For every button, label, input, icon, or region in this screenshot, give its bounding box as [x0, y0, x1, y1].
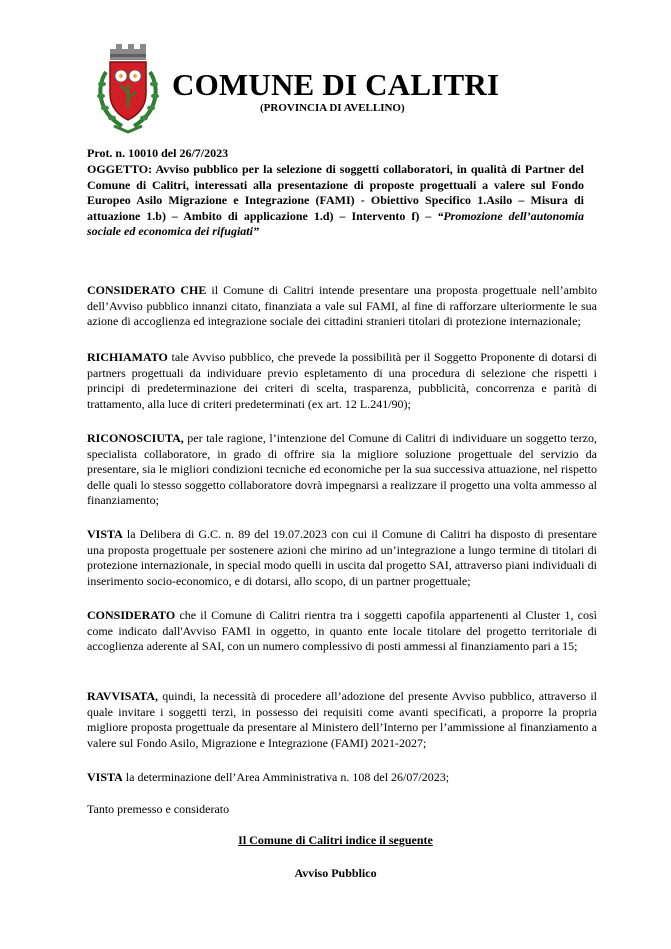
paragraph-text: quindi, la necessità di procedere all’adozione del presente Avviso pubblico, attraverso il quale invitare i soggetti terzi, in possesso dei requisiti come avanti specificati, a proporre la propria migliore proposta progettuale da presentare al Ministero dell’Interno per l’ammissione al finanziamento a valere sul Fondo Asilo, Migrazione e Integrazione (FAMI) 2021-2027;: [87, 689, 597, 750]
paragraph-riconosciuta: [87, 431, 597, 509]
paragraph-vista-determinazione: [87, 770, 597, 786]
paragraph-lead: VISTA: [87, 527, 123, 541]
protocol-number: Prot. n. 10010 del 26/7/2023: [87, 146, 229, 160]
paragraph-considerato: [87, 608, 597, 655]
paragraph-text: la Delibera di G.C. n. 89 del 19.07.2023 con cui il Comune di Calitri ha disposto di presentare una proposta progettuale per sostenere azioni che mirino ad un’integrazione a lungo termine di titolari di protezione internazionale, in special modo quelli in uscita dal progetto SAI, attraverso piani individuali di inserimento socio-economico, e di dotarsi, allo scopo, di un partner progettuale;: [87, 527, 597, 588]
paragraph-lead: VISTA: [87, 770, 123, 784]
announcement-line: Il Comune di Calitri indice il seguente: [238, 833, 433, 847]
paragraph-richiamato: [87, 350, 597, 412]
municipal-coat-of-arms: [92, 42, 164, 136]
paragraph-considerato-che: [87, 283, 597, 330]
paragraph-text: il Comune di Calitri intende presentare una proposta progettuale nell’ambito dell’Avviso pubblico innanzi citato, finanziata a vale sul FAMI, al fine di rafforzare ulteriormente le sua azione di accoglienza ed integrazione sociale dei cittadini stranieri titolari di protezione internazionale;: [87, 283, 597, 329]
subject-quote: “Promozione dell’autonomia sociale ed economica dei rifugiati”: [87, 208, 584, 238]
paragraph-text: Tanto premesso e considerato: [87, 802, 230, 816]
subject-text: OGGETTO: Avviso pubblico per la selezione di soggetti collaboratori, in qualità di Partner del Comune di Calitri, interessati alla presentazione di proposte progettuali a valere sul Fondo Europeo Asilo Migrazione e Integrazione (FAMI) - Obiettivo Specifico 1.Asilo – Misura di attuazione 1.b) – Ambito di applicazione 1.d) – Intervento f) –: [87, 162, 584, 223]
paragraph-text: che il Comune di Calitri rientra tra i soggetti capofila appartenenti al Cluster 1, così come indicato dall'Avviso FAMI in oggetto, in quanto ente locale titolare del progetto territoriale di accoglienza aderente al SAI, con un numero complessivo di posti ammessi al finanziamento pari a 15;: [87, 608, 597, 654]
municipality-title: COMUNE DI CALITRI: [172, 67, 500, 102]
paragraph-lead: RICHIAMATO: [87, 350, 168, 364]
paragraph-lead: CONSIDERATO: [87, 608, 176, 622]
paragraph-lead: RAVVISATA,: [87, 689, 159, 703]
province-subtitle: (PROVINCIA DI AVELLINO): [260, 102, 405, 114]
paragraph-text: tale Avviso pubblico, che prevede la possibilità per il Soggetto Proponente di dotarsi di partners progettuali da individuare previo espletamento di una procedura di selezione che rispetti i principi di predeterminazione dei criteri di scelta, trasparenza, pubblicità, concorrenza e parità di trattamento, alla luce di criteri predeterminati (ex art. 12 L.241/90);: [87, 350, 597, 411]
paragraph-ravvisata: [87, 689, 597, 751]
paragraph-premesso: [87, 802, 597, 818]
paragraph-text: per tale ragione, l’intenzione del Comune di Calitri di individuare un soggetto terzo, specialista collaboratore, in grado di offrire sia la migliore soluzione progettuale del servizio da presentare, sia le migliori condizioni tecniche ed economiche per la sua successiva attuazione, nel rispetto delle quali lo stesso soggetto collaboratore dovrà impegnarsi a realizzare il progetto una volta ammesso al finanziamento;: [87, 431, 597, 508]
paragraph-lead: CONSIDERATO CHE: [87, 283, 207, 297]
paragraph-lead: RICONOSCIUTA,: [87, 431, 184, 445]
paragraph-vista-delibera: [87, 527, 597, 589]
subject-block: [87, 162, 584, 240]
notice-title: Avviso Pubblico: [294, 866, 377, 880]
paragraph-text: la determinazione dell’Area Amministrativa n. 108 del 26/07/2023;: [122, 770, 450, 784]
